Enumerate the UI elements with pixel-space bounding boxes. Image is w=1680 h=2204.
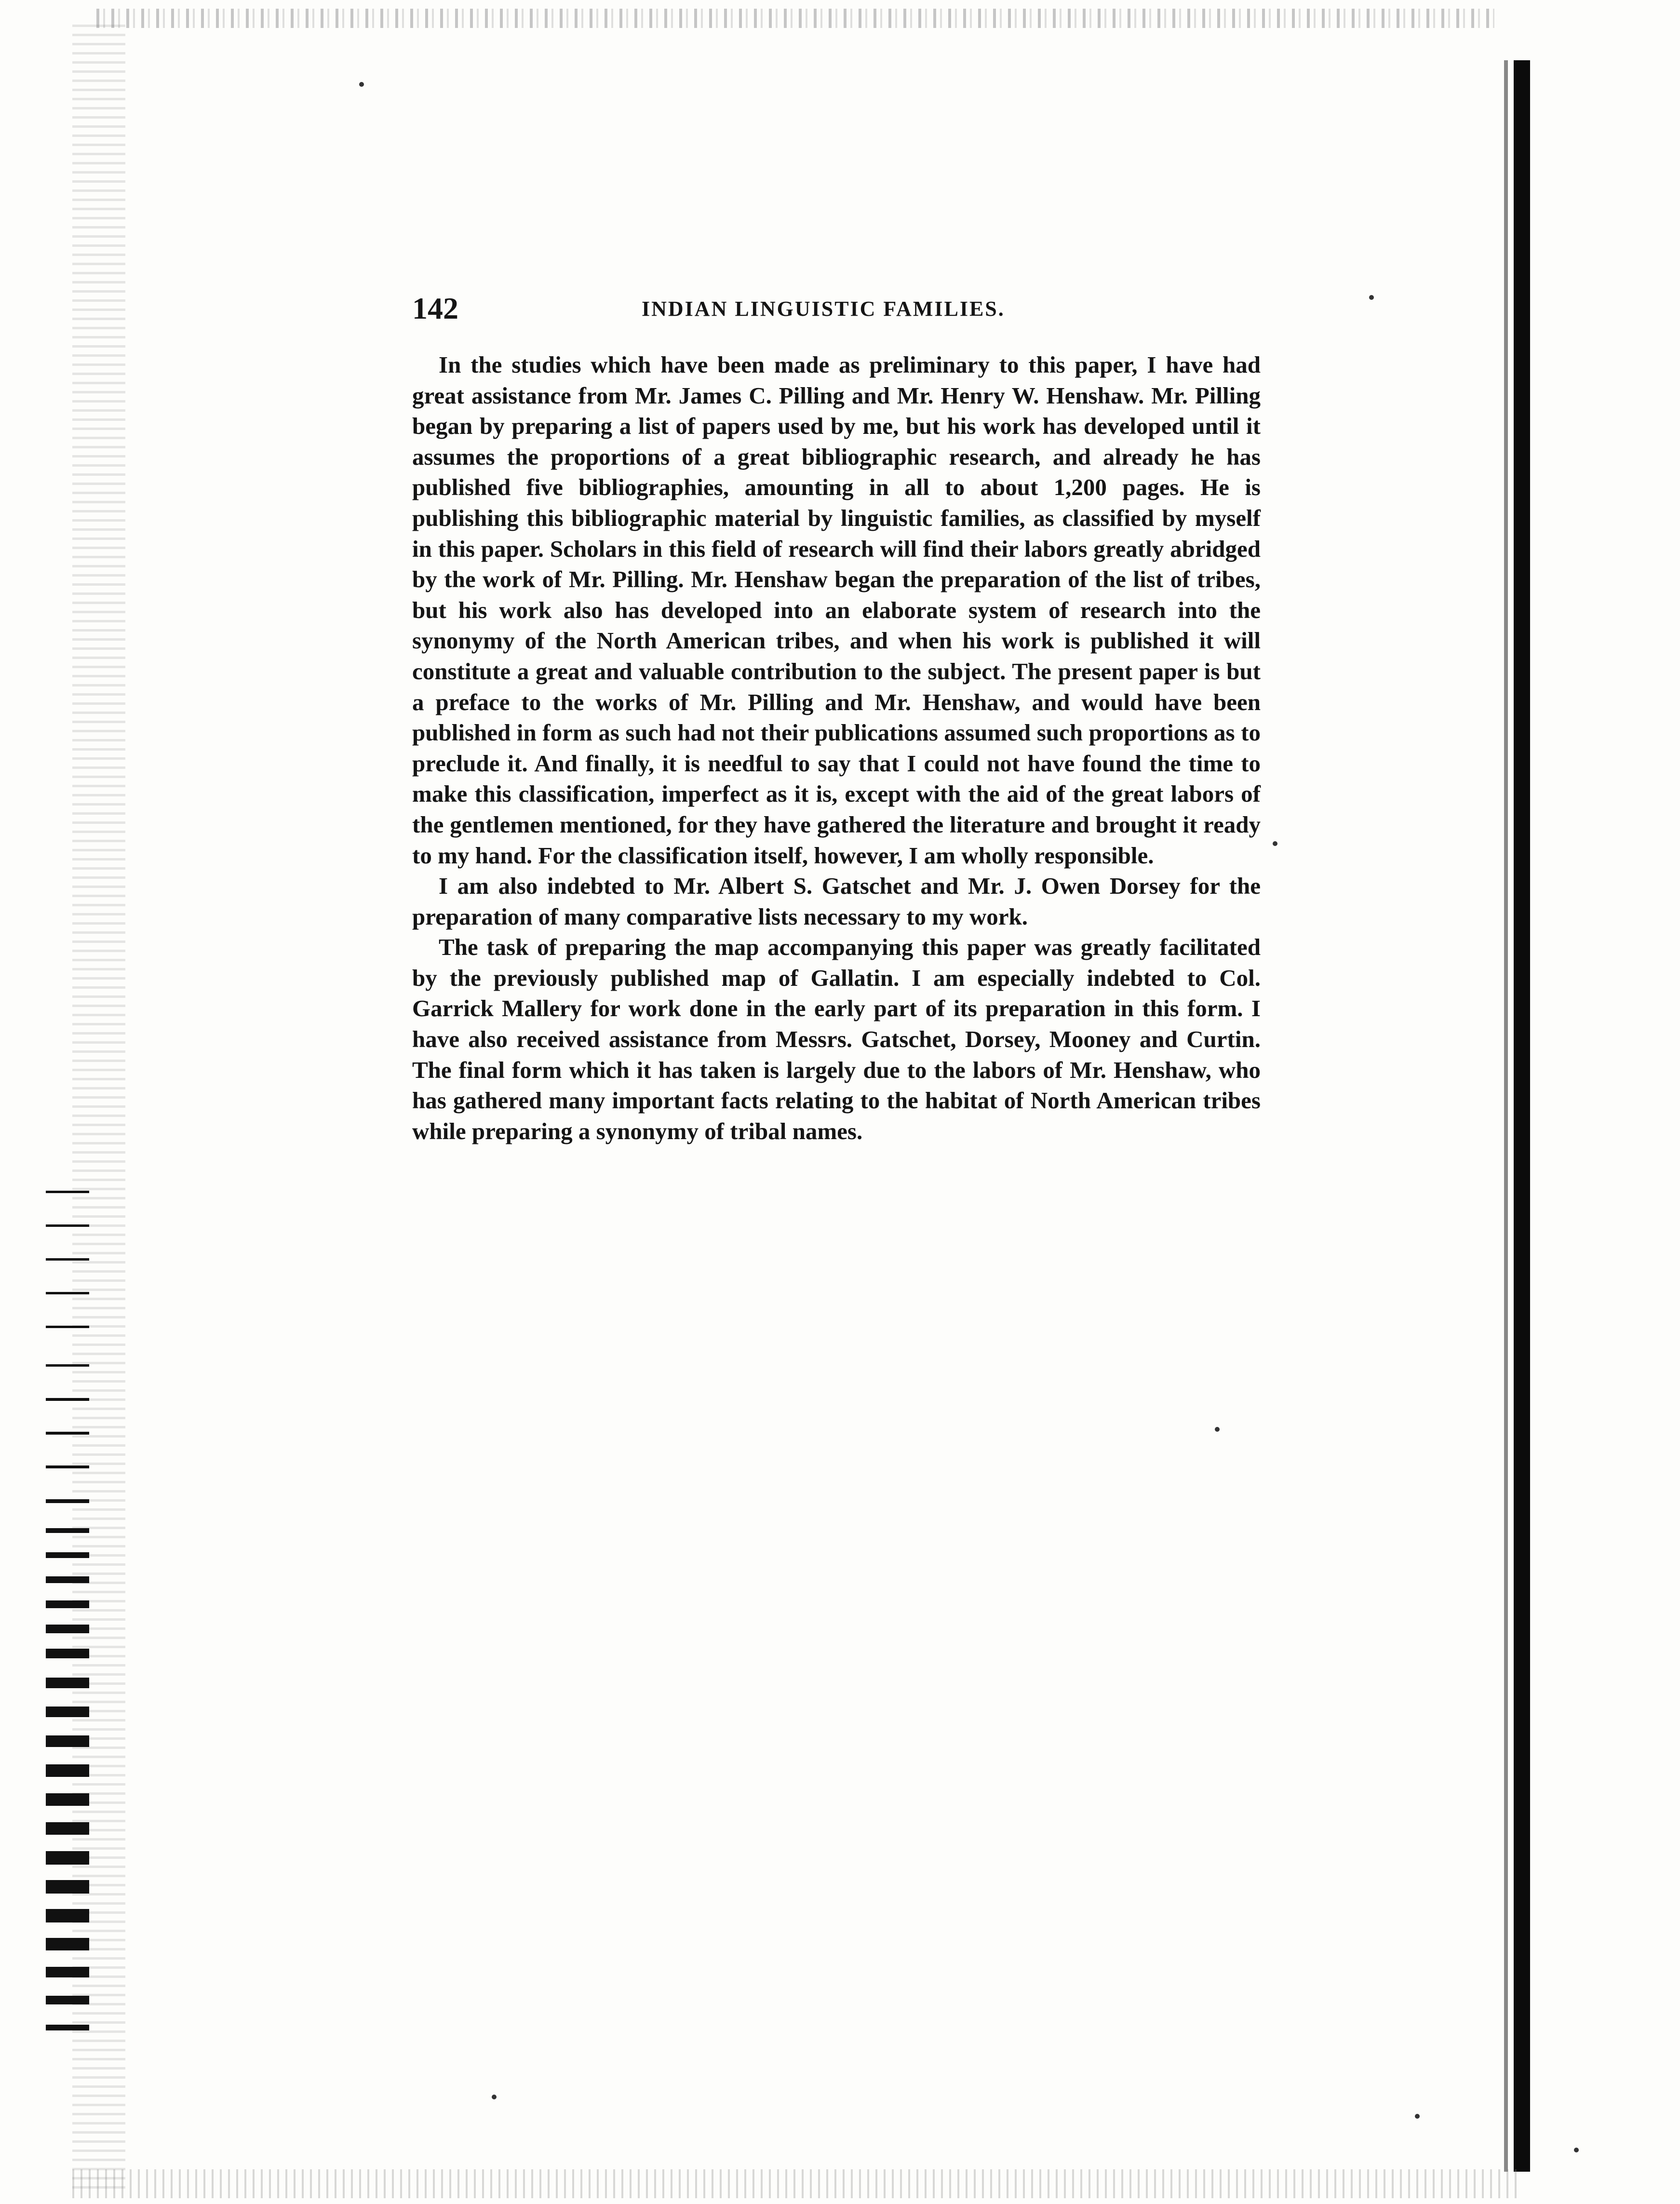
scan-right-edge-bar: [1514, 60, 1530, 2172]
scan-speck: [359, 82, 364, 87]
page-header: [412, 289, 1261, 328]
scan-speck: [1574, 2148, 1579, 2152]
scan-bottom-edge: [72, 2169, 1519, 2198]
paragraph: The task of preparing the map accompanying this paper was greatly facilitated by the previously published map of Gallatin. I am especially indebted to Col. Garrick Mallery for work done in the early part of its preparation in this form. I have also received assistance from Messrs. Gatschet, Dorsey, Mooney and Curtin. The final form which it has taken is largely due to the labors of Mr. Henshaw, who has gathered many important facts relating to the habitat of North American tribes while preparing a synonymy of tribal names.: [412, 934, 1261, 1144]
running-head: INDIAN LINGUISTIC FAMILIES.: [642, 297, 1005, 321]
scan-left-marks: [46, 1191, 94, 2107]
scan-speck: [1369, 295, 1374, 300]
scan-speck: [492, 2095, 497, 2099]
scan-right-edge-shadow: [1504, 60, 1508, 2172]
paragraph: In the studies which have been made as preliminary to this paper, I have had great assistance from Mr. James C. Pilling and Mr. Henry W. Henshaw. Mr. Pilling began by preparing a list of papers used by me, but his work has developed until it assumes the proportions of a great bibliographic research, and already he has published five bibliographies, amounting in all to about 1,200 pages. He is publishing this bibliographic material by linguistic families, as classified by myself in this paper. Scholars in this field of research will find their labors greatly abridged by the work of Mr. Pilling. Mr. Henshaw began the preparation of the list of tribes, but his work also has developed into an elaborate system of research into the synonymy of the North American tribes, and when his work is published it will constitute a great and valuable contribution to the subject. The present paper is but a preface to the works of Mr. Pilling and Mr. Henshaw, and would have been published in form as such had not their publications assumed such proportions as to preclude it. And finally, it is needful to say that I could not have found the time to make this classification, imperfect as it is, except with the aid of the great labors of the gentlemen mentioned, for they have gathered the literature and brought it ready to my hand. For the classification itself, however, I am wholly responsible.: [412, 351, 1261, 869]
scan-speck: [1273, 841, 1277, 846]
paragraph: I am also indebted to Mr. Albert S. Gatschet and Mr. J. Owen Dorsey for the preparation of many comparative lists necessary to my work.: [412, 873, 1261, 930]
scan-speck: [1415, 2114, 1420, 2119]
scan-speck: [1215, 1427, 1220, 1432]
scan-top-edge: [96, 9, 1494, 28]
body-text: [412, 349, 1261, 1146]
page-number: 142: [412, 291, 458, 325]
